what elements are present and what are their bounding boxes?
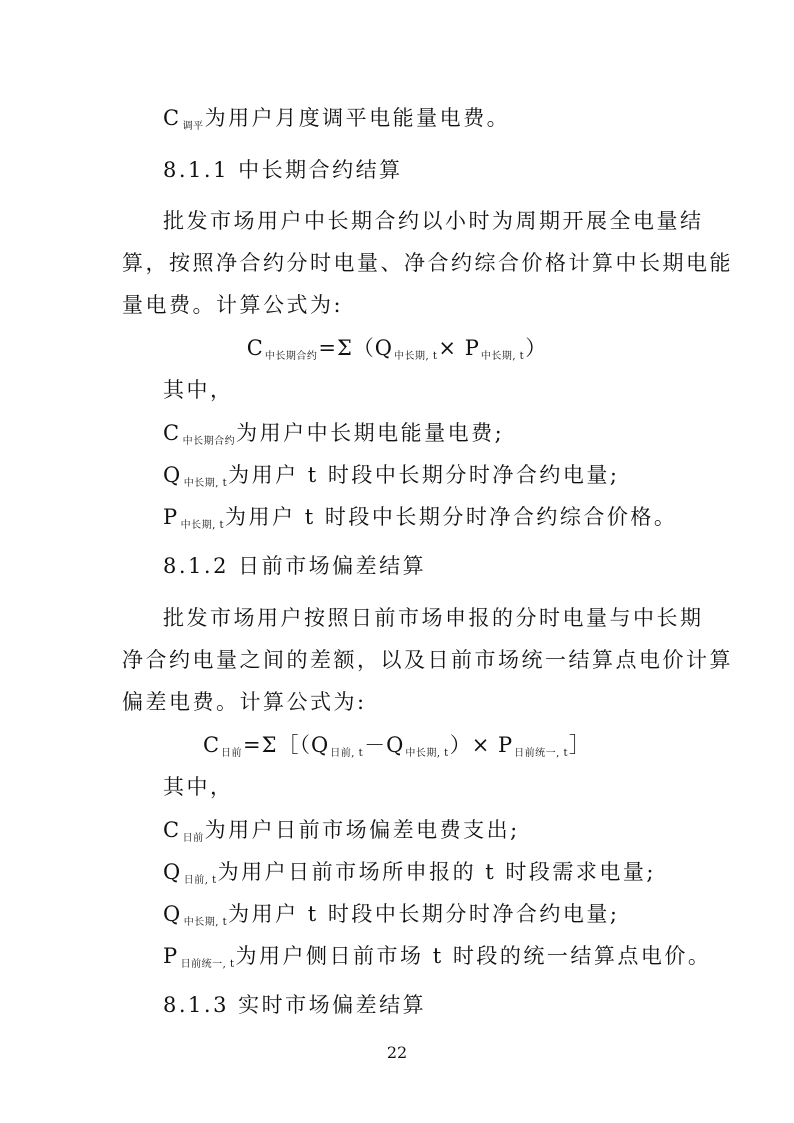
formula-riqian	[0, 730, 794, 765]
formula-symbol: C	[202, 733, 221, 757]
definition-text: 为用户日前市场所申报的 t 时段需求电量;	[217, 860, 656, 884]
definition-line	[163, 418, 504, 453]
formula-subscript: 中长期, t	[394, 351, 438, 362]
formula-operator: ］	[569, 733, 592, 757]
subscript: 中长期, t	[183, 917, 228, 928]
formula-operator: －Q	[364, 733, 405, 757]
subscript: 调平	[182, 121, 204, 132]
subscript: 中长期, t	[180, 520, 225, 531]
definition-text: 为用户 t 时段中长期分时净合约电量;	[228, 463, 620, 487]
formula-operator: ）× P	[449, 733, 514, 757]
definition-line	[163, 857, 656, 892]
formula-operator: ）	[525, 336, 548, 360]
subscript: 日前, t	[183, 875, 217, 886]
symbol: Q	[163, 860, 183, 884]
formula-subscript: 中长期, t	[405, 748, 449, 759]
definition-text: 为用户侧日前市场 t 时段的统一结算点电价。	[235, 944, 712, 968]
qizhong-label: 其中，	[163, 378, 234, 402]
symbol: Q	[163, 902, 183, 926]
section-heading-8-1-2: 8.1.2 日前市场偏差结算	[163, 554, 427, 578]
formula-subscript: 中长期合约	[264, 351, 318, 362]
symbol: P	[163, 505, 180, 529]
qizhong-label: 其中，	[163, 775, 234, 799]
formula-subscript: 日前统一, t	[514, 748, 569, 759]
subscript: 中长期合约	[182, 436, 236, 447]
subscript: 日前统一, t	[180, 959, 235, 970]
formula-operator: =Σ［（Q	[243, 733, 330, 757]
paragraph-line: 批发市场用户中长期合约以小时为周期开展全电量结	[163, 209, 704, 233]
paragraph-line: 净合约电量之间的差额，以及日前市场统一结算点电价计算	[122, 648, 733, 672]
symbol: C	[163, 421, 182, 445]
paragraph-line: 偏差电费。计算公式为:	[122, 690, 367, 714]
subscript: 中长期, t	[183, 478, 228, 489]
formula-symbol: C	[246, 336, 264, 360]
formula-operator: =Σ（Q	[318, 336, 394, 360]
symbol: C	[163, 818, 182, 842]
symbol: Q	[163, 463, 183, 487]
formula-subscript: 中长期, t	[480, 351, 525, 362]
definition-text: 为用户日前市场偏差电费支出;	[204, 818, 520, 842]
section-heading-8-1-3: 8.1.3 实时市场偏差结算	[163, 993, 427, 1017]
paragraph-line: 批发市场用户按照日前市场申报的分时电量与中长期	[163, 606, 704, 630]
definition-text: 为用户 t 时段中长期分时净合约电量;	[228, 902, 620, 926]
paragraph-line: 量电费。计算公式为:	[122, 293, 344, 317]
definition-text: 为用户 t 时段中长期分时净合约综合价格。	[225, 505, 678, 529]
definition-line	[163, 941, 711, 976]
definition-line	[163, 502, 677, 537]
paragraph-line: 算，按照净合约分时电量、净合约综合价格计算中长期电能	[122, 251, 733, 275]
page-number: 22	[386, 1043, 408, 1062]
formula-subscript: 日前	[221, 748, 243, 759]
definition-line	[163, 815, 520, 850]
symbol: P	[163, 944, 180, 968]
subscript: 日前	[182, 833, 204, 844]
formula-zhongchangqi	[0, 333, 794, 368]
definition-line	[163, 460, 619, 495]
formula-subscript: 日前, t	[330, 748, 364, 759]
definition-text: 为用户中长期电能量电费;	[236, 421, 505, 445]
formula-operator: × P	[438, 336, 480, 360]
definition-text: 为用户月度调平电能量电费。	[204, 106, 511, 130]
definition-line	[163, 899, 619, 934]
definition-c-tiaoping	[163, 103, 510, 138]
section-heading-8-1-1: 8.1.1 中长期合约结算	[163, 158, 403, 182]
symbol: C	[163, 106, 182, 130]
